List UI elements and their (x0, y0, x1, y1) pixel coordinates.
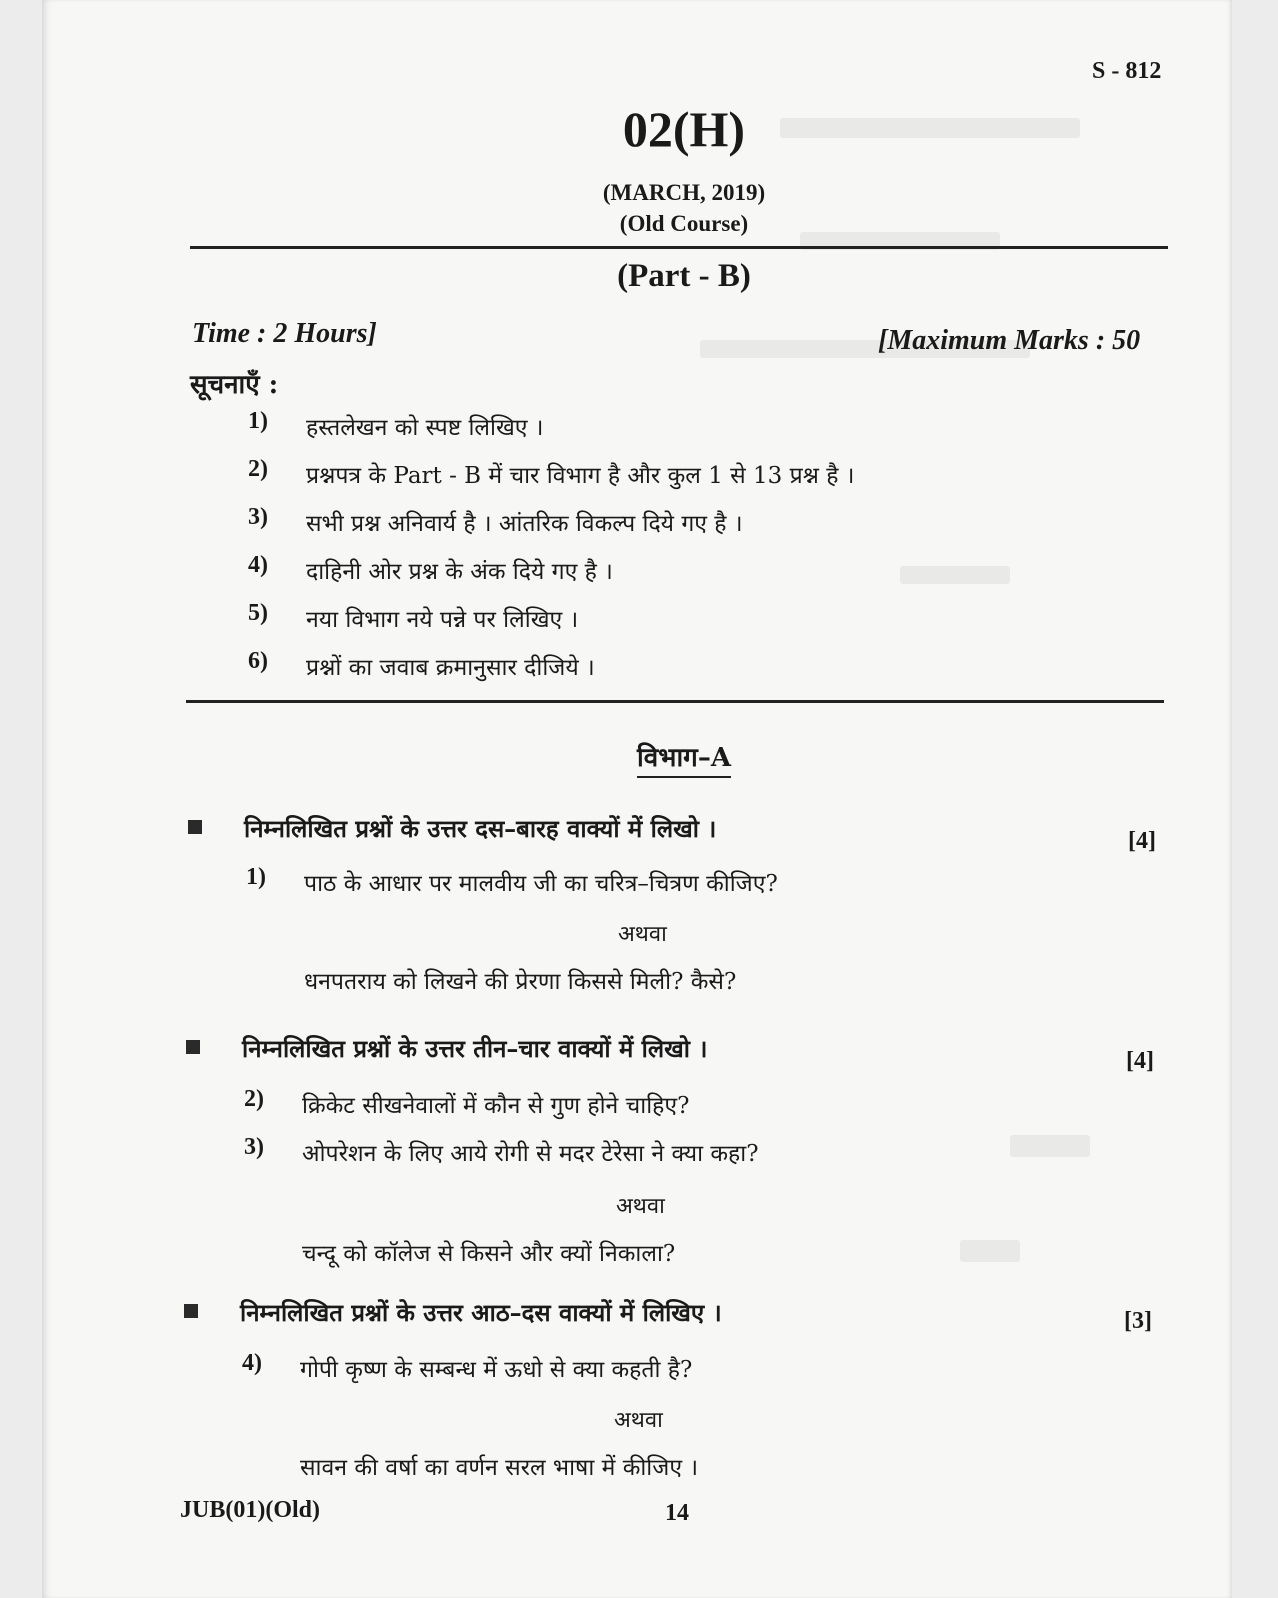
question-marks: [3] (1124, 1308, 1152, 1334)
instruction-text: प्रश्नपत्र के Part - B में चार विभाग है और कुल 1 से 13 प्रश्न है । (306, 463, 855, 489)
instruction-number: 2) (248, 456, 268, 482)
square-bullet-icon (184, 1304, 198, 1318)
square-bullet-icon (186, 1040, 200, 1054)
question-group-heading: निम्नलिखित प्रश्नों के उत्तर तीन–चार वाक्यों में लिखो । (242, 1034, 708, 1063)
instruction-number: 1) (248, 408, 268, 434)
question-marks: [4] (1126, 1048, 1154, 1074)
instruction-number: 5) (248, 600, 268, 626)
question-marks: [4] (1128, 828, 1156, 854)
instruction-number: 3) (248, 504, 268, 530)
question-number: 4) (242, 1350, 262, 1376)
alternative-question: धनपतराय को लिखने की प्रेरणा किससे मिली? कैसे? (304, 969, 737, 995)
instructions-divider (186, 700, 1164, 703)
question-text: ओपरेशन के लिए आये रोगी से मदर टेरेसा ने क्या कहा? (302, 1141, 759, 1167)
square-bullet-icon (188, 820, 202, 834)
question-number: 3) (244, 1134, 264, 1160)
or-label: अथवा (614, 1408, 663, 1433)
course-type: (Old Course) (619, 211, 749, 236)
question-number: 1) (246, 864, 266, 890)
question-text: पाठ के आधार पर मालवीय जी का चरित्र–चित्रण कीजिए? (304, 871, 778, 897)
instruction-text: प्रश्नों का जवाब क्रमानुसार दीजिये । (306, 655, 595, 681)
alternative-question: चन्दू को कॉलेज से किसने और क्यों निकाला? (302, 1241, 676, 1267)
question-group-heading: निम्नलिखित प्रश्नों के उत्तर आठ–दस वाक्यों में लिखिए । (240, 1298, 722, 1327)
question-number: 2) (244, 1086, 264, 1112)
alternative-question: सावन की वर्षा का वर्णन सरल भाषा में कीजिए । (300, 1455, 699, 1481)
paper-code: S - 812 (1092, 58, 1162, 84)
instructions-heading: सूचनाएँ : (190, 370, 279, 400)
instruction-text: नया विभाग नये पन्ने पर लिखिए । (306, 607, 579, 633)
question-text: गोपी कृष्ण के सम्बन्ध में ऊधो से क्या कहती है? (300, 1357, 693, 1383)
instruction-text: दाहिनी ओर प्रश्न के अंक दिये गए है । (306, 559, 613, 585)
question-group-heading: निम्नलिखित प्रश्नों के उत्तर दस–बारह वाक्यों में लिखो । (244, 814, 717, 843)
exam-session: (MARCH, 2019) (602, 180, 766, 205)
instruction-number: 4) (248, 552, 268, 578)
show-through-text (900, 566, 1010, 584)
header-divider (190, 246, 1168, 249)
show-through-text (960, 1240, 1020, 1262)
or-label: अथवा (618, 922, 667, 947)
question-text: क्रिकेट सीखनेवालों में कौन से गुण होने चाहिए? (302, 1093, 690, 1119)
part-title: (Part - B) (617, 258, 751, 294)
instruction-text: हस्तलेखन को स्पष्ट लिखिए । (306, 415, 544, 441)
page-number: 14 (665, 1500, 689, 1526)
footer-code: JUB(01)(Old) (180, 1497, 320, 1523)
subject-code: 02(H) (622, 101, 746, 157)
section-title (0, 738, 1278, 774)
section-title-text: विभाग–A (637, 743, 731, 778)
or-label: अथवा (616, 1194, 665, 1219)
instruction-number: 6) (248, 648, 268, 674)
instruction-text: सभी प्रश्न अनिवार्य है । आंतरिक विकल्प दिये गए है । (306, 511, 743, 537)
show-through-text (1010, 1135, 1090, 1157)
maximum-marks: [Maximum Marks : 50 (878, 325, 1141, 356)
time-allowed: Time : 2 Hours] (192, 318, 377, 349)
